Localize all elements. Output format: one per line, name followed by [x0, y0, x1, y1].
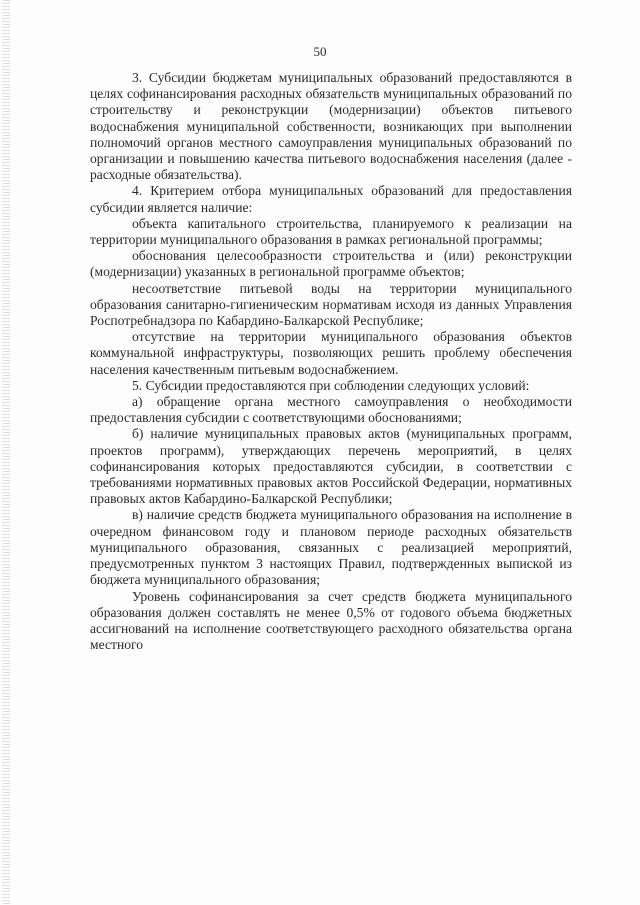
document-body	[90, 70, 572, 653]
paragraph-criterion-capital-object: объекта капитального строительства, планируемого к реализации на территории муниципального образования в рамках региональной программы;	[90, 215, 572, 248]
paragraph-conditions: 5. Субсидии предоставляются при соблюдении следующих условий:	[132, 377, 530, 393]
paragraph-selection-criterion: 4. Критерием отбора муниципальных образований для предоставления субсидии является наличие:	[90, 183, 572, 215]
page-number: 50	[313, 44, 327, 59]
paragraph-condition-b: б) наличие муниципальных правовых актов (муниципальных программ, проектов программ), утверждающих перечень мероприятий, в целях софинансирования которых предоставляются субсидии, в соответствии с требованиями нормативных правовых актов Российской Федерации, нормативных правовых актов Кабардино-Балкарской Республики;	[90, 426, 572, 507]
paragraph-condition-a: а) обращение органа местного самоуправления о необходимости предоставления субсидии с соответствующими обоснованиями;	[90, 394, 572, 426]
paragraph-criterion-water-quality: несоответствие питьевой воды на территории муниципального образования санитарно-гигиеническим нормативам исходя из данных Управления Роспотребнадзора по Кабардино-Балкарской Республике;	[90, 280, 572, 329]
paragraph-subsidy-purpose: 3. Субсидии бюджетам муниципальных образований предоставляются в целях софинансирования расходных обязательств муниципальных образований по строительству и реконструкции (модернизации) объектов питьевого водоснабжения муниципальной собственности, возникающих при выполнении полномочий органов местного самоуправления муниципальных образований по организации и повышению качества питьевого водоснабжения населения (далее - расходные обязательства).	[90, 70, 572, 183]
scan-edge-artifact	[2, 0, 10, 905]
paragraph-criterion-infrastructure: отсутствие на территории муниципального образования объектов коммунальной инфраструктуры, позволяющих решить проблему обеспечения населения качественным питьевым водоснабжением.	[90, 329, 572, 377]
paragraph-cofinancing-level: Уровень софинансирования за счет средств бюджета муниципального образования должен составлять не менее 0,5% от годового объема бюджетных ассигнований на исполнение соответствующего расходного обязательства органа местного	[90, 588, 572, 653]
paragraph-criterion-justification: обоснования целесообразности строительства и (или) реконструкции (модернизации) указанных в региональной программе объектов;	[90, 248, 572, 280]
paragraph-condition-c: в) наличие средств бюджета муниципального образования на исполнение в очередном финансовом году и плановом периоде расходных обязательств муниципального образования, связанных с реализацией мероприятий, предусмотренных пунктом 3 настоящих Правил, подтвержденных выпиской из бюджета муниципального образования;	[90, 507, 572, 588]
